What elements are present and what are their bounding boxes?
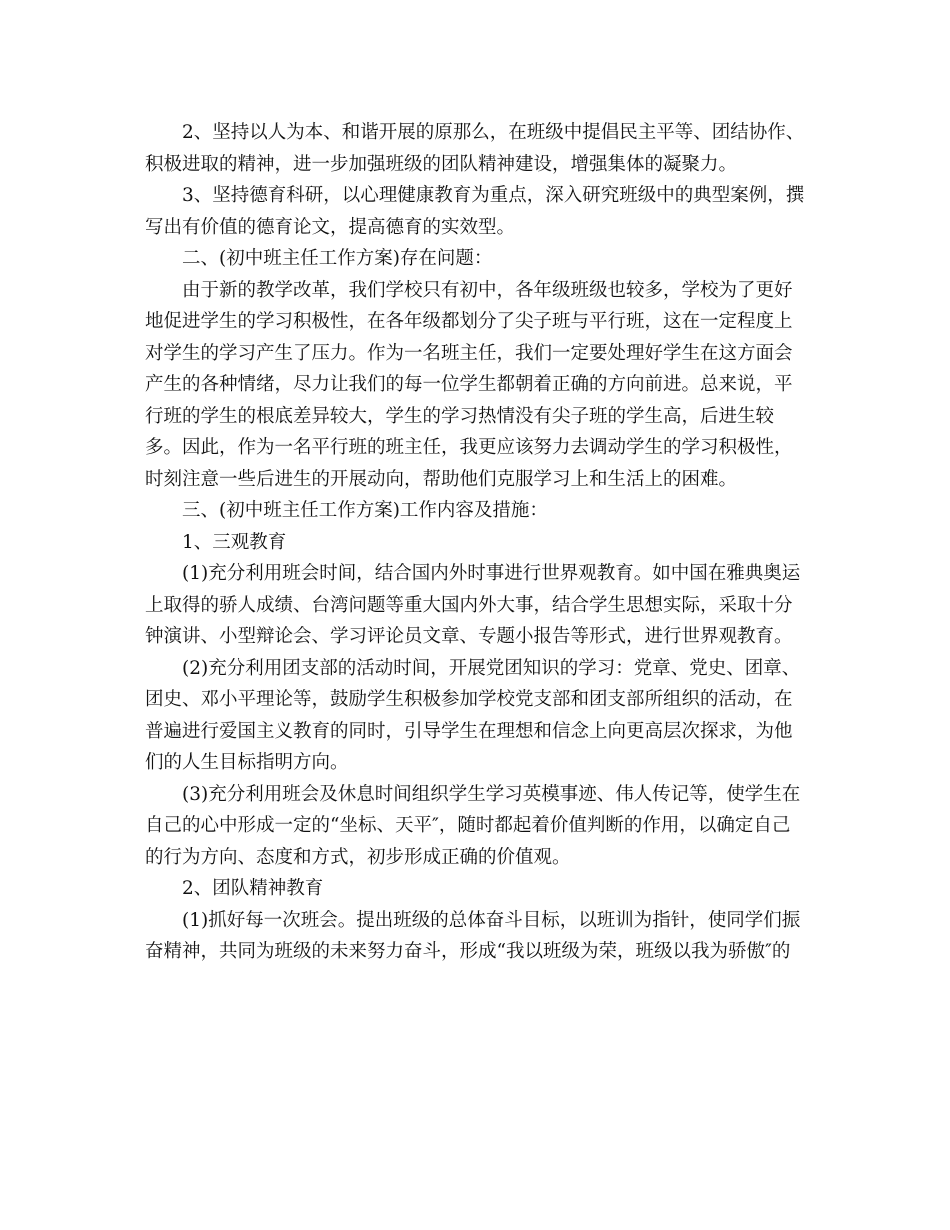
paragraph-principle-2: 2、坚持以人为本、和谐开展的原那么，在班级中提倡民主平等、团结协作、积极进取的精神，进一步加强班级的团队精神建设，增强集体的凝聚力。 <box>145 122 805 175</box>
paragraph-team-spirit-1: (1)抓好每一次班会。提出班级的总体奋斗目标，以班训为指针，使同学们振奋精神，共同为班级的未来努力奋斗，形成“我以班级为荣，班级以我为骄傲″的 <box>145 909 801 962</box>
section-heading-problems: 二、(初中班主任工作方案)存在问题： <box>182 248 493 269</box>
paragraph-principle-3: 3、坚持德育科研，以心理健康教育为重点，深入研究班级中的典型案例，撰写出有价值的德育论文，提高德育的实效型。 <box>145 185 805 238</box>
section-heading-measures: 三、(初中班主任工作方案)工作内容及措施： <box>182 500 548 521</box>
subheading-three-views: 1、三观教育 <box>182 531 287 553</box>
paragraph-problems: 由于新的教学改革，我们学校只有初中，各年级班级也较多，学校为了更好地促进学生的学习积极性，在各年级都划分了尖子班与平行班，这在一定程度上对学生的学习产生了压力。作为一名班主任，我们一定要处理好学生在这方面会产生的各种情绪，尽力让我们的每一位学生都朝着正确的方向前进。总来说，平行班的学生的根底差异较大，学生的学习热情没有尖子班的学生高，后进生较多。因此，作为一名平行班的班主任，我更应该努力去调动学生的学习积极性，时刻注意一些后进生的开展动向，帮助他们克服学习上和生活上的困难。 <box>145 279 793 490</box>
paragraph-three-views-1: (1)充分利用班会时间，结合国内外时事进行世界观教育。如中国在雅典奥运上取得的骄人成绩、台湾问题等重大国内外大事，结合学生思想实际，采取十分钟演讲、小型辩论会、学习评论员文章、专题小报告等形式，进行世界观教育。 <box>145 563 801 647</box>
paragraph-three-views-2: (2)充分利用团支部的活动时间，开展党团知识的学习：党章、党史、团章、团史、邓小平理论等，鼓励学生积极参加学校党支部和团支部所组织的活动，在普遍进行爱国主义教育的同时，引导学生在理想和信念上向更高层次探求，为他们的人生目标指明方向。 <box>145 657 801 773</box>
subheading-team-spirit: 2、团队精神教育 <box>182 878 324 899</box>
paragraph-three-views-3: (3)充分利用班会及休息时间组织学生学习英模事迹、伟人传记等，使学生在自己的心中形成一定的“坐标、天平″，随时都起着价值判断的作用，以确定自己的行为方向、态度和方式，初步形成正确的价值观。 <box>145 783 801 868</box>
document-page <box>145 117 805 968</box>
